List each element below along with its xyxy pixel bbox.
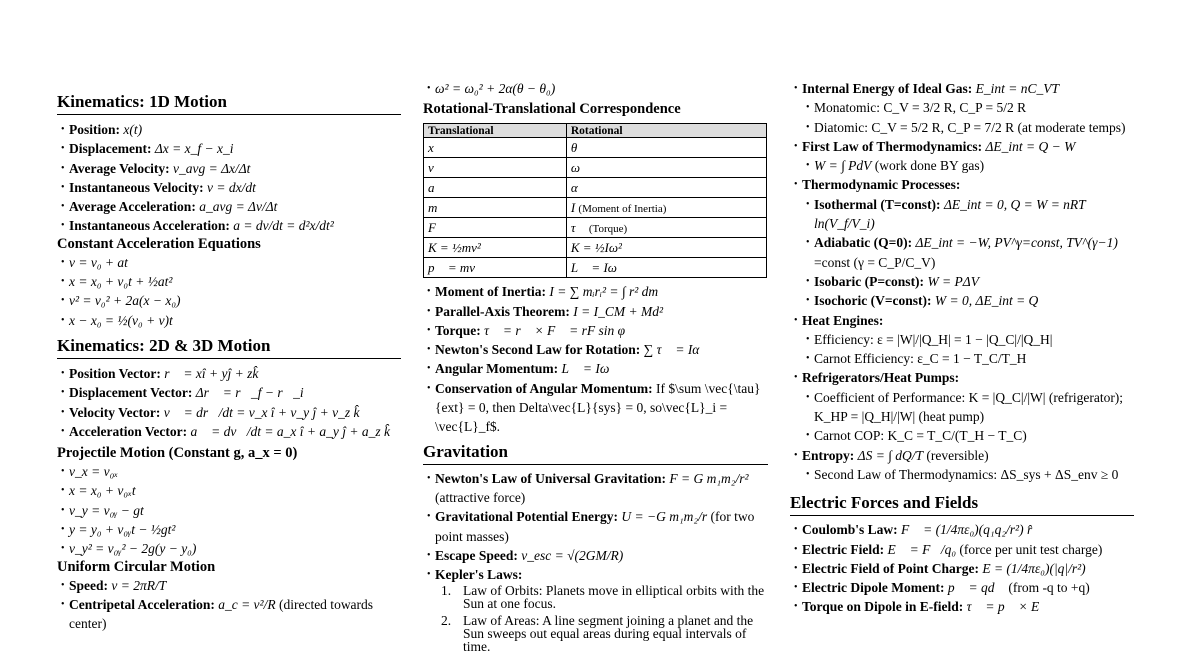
list-item xyxy=(57,481,401,500)
item-label: Thermodynamic Processes: xyxy=(802,177,961,193)
cell-note: (Torque) xyxy=(588,222,628,235)
item-label: Heat Engines: xyxy=(802,312,884,328)
item-note: Second Law of Thermodynamics: ΔS_sys + ΔS_env ≥ 0 xyxy=(814,466,1119,482)
item-label: Displacement Vector: xyxy=(69,385,193,401)
table-cell xyxy=(566,178,766,198)
equation: U = −G m₁m₂/r xyxy=(621,509,708,525)
item-label: Instantaneous Velocity: xyxy=(69,179,204,195)
list-item xyxy=(57,197,401,216)
equation: a = dv/dt = d²x/dt² xyxy=(233,218,334,234)
equation: ∑ τ⃗ = Iα⃗ xyxy=(643,342,710,358)
item-note: (work done BY gas) xyxy=(874,158,985,174)
table-cell xyxy=(424,218,567,238)
list-item xyxy=(423,565,768,584)
item-label: Average Velocity: xyxy=(69,160,170,176)
list-item xyxy=(423,321,768,340)
item-text: Law of Orbits: Planets move in elliptical orbits with the Sun at one focus. xyxy=(463,583,765,612)
cell-value: θ xyxy=(570,139,578,155)
item-number: 1. xyxy=(441,583,452,599)
list-item xyxy=(423,379,768,437)
equation: Δx = x_f − x_i xyxy=(154,141,234,157)
equation: v² = v₀² + 2a(x − x₀) xyxy=(69,293,181,309)
list-item xyxy=(423,469,768,508)
equation: W = ∫ PdV xyxy=(814,158,872,174)
cell-value: I xyxy=(570,199,576,215)
item-label: Torque: xyxy=(435,322,481,338)
list-item xyxy=(57,383,401,402)
equation: x(t) xyxy=(123,122,143,137)
table-cell xyxy=(424,258,567,278)
table-row xyxy=(424,158,767,178)
list-item xyxy=(423,340,768,359)
item-note: If $\sum \vec{\tau} {ext} = 0, then Delta\vec{L}{sys} = 0, so\vec{L}_i = \vec{L}_f$. xyxy=(435,380,761,435)
table-row xyxy=(424,138,767,158)
list-item xyxy=(790,426,1134,445)
item-note: Monatomic: C_V = 3/2 R, C_P = 5/2 R xyxy=(814,100,1027,116)
item-label: Electric Dipole Moment: xyxy=(802,580,945,596)
item-note: (reversible) xyxy=(926,447,989,463)
list-item xyxy=(423,302,768,321)
equation: L⃗ = Iω⃗ xyxy=(561,361,620,377)
list-item xyxy=(790,175,1134,194)
list-item xyxy=(790,195,1134,234)
equation: a⃗ = dv⃗/dt = a_x î + a_y ĵ + a_z k̂ xyxy=(190,423,390,439)
item-label: Parallel-Axis Theorem: xyxy=(435,303,570,319)
equation: v_y² = v₀ᵧ² − 2g(y − y₀) xyxy=(69,541,197,557)
item-label: Entropy: xyxy=(802,447,855,463)
list-item xyxy=(57,595,401,634)
equation: v_avg = Δx/Δt xyxy=(172,160,251,176)
item-label: Newton's Law of Universal Gravitation: xyxy=(435,470,666,486)
item-label: Centripetal Acceleration: xyxy=(69,596,215,612)
numbered-item xyxy=(423,614,768,653)
cell-value: x xyxy=(428,139,434,155)
list-item xyxy=(790,272,1134,291)
item-note: Efficiency: ε = |W|/|Q_H| = 1 − |Q_C|/|Q_H| xyxy=(814,331,1053,347)
section-title-projectile: Projectile Motion (Constant g, a_x = 0) xyxy=(57,445,298,462)
table-cell xyxy=(424,198,567,218)
list-item: • ω² = ω₀² + 2α(θ − θ₀) xyxy=(423,79,768,98)
table-body xyxy=(424,138,767,278)
item-text: Law of Areas: A line segment joining a planet and the Sun sweeps out equal areas during equal intervals of time. xyxy=(463,613,754,655)
table-row xyxy=(424,238,767,258)
equation: p⃗ = qd⃗ xyxy=(947,580,1005,596)
list-item xyxy=(57,159,401,178)
equation: v = dx/dt xyxy=(207,179,256,195)
kepler-laws-list xyxy=(423,584,768,653)
item-label: Isobaric (P=const): xyxy=(814,273,925,289)
gravitation-list xyxy=(423,469,768,585)
list-item xyxy=(57,364,401,383)
list-item xyxy=(790,79,1134,98)
equation: E_int = nC_VT xyxy=(975,81,1059,96)
item-label: Adiabatic (Q=0): xyxy=(814,235,913,251)
numbered-item xyxy=(423,584,768,610)
angular-kinematics-list xyxy=(423,79,768,98)
equation: τ⃗ = r⃗ × F⃗ = rF sin φ xyxy=(484,322,626,338)
table-row xyxy=(424,258,767,278)
equation: E⃗ = F⃗/q₀ xyxy=(887,541,957,557)
item-label: Coulomb's Law: xyxy=(802,522,898,538)
table-cell xyxy=(566,138,766,158)
item-label: Velocity Vector: xyxy=(69,404,161,420)
projectile-list xyxy=(57,462,401,558)
item-note: =const (γ = C_P/C_V) xyxy=(814,254,936,270)
item-label: Escape Speed: xyxy=(435,547,518,563)
equation: ΔE_int = −W, PV^γ=const, TV^(γ−1) xyxy=(915,235,1118,251)
item-label: Position Vector: xyxy=(69,365,161,381)
list-item xyxy=(57,539,401,558)
table-cell xyxy=(566,258,766,278)
item-note: (for two point masses) xyxy=(435,509,755,544)
item-label: Conservation of Angular Momentum: xyxy=(435,380,653,396)
item-label: Speed: xyxy=(69,577,109,593)
list-item xyxy=(790,559,1134,578)
item-label: Kepler's Laws: xyxy=(435,567,523,583)
equation: v = 2πR/T xyxy=(111,577,167,593)
list-item xyxy=(790,388,1134,427)
list-item xyxy=(57,462,401,481)
table-cell xyxy=(566,198,766,218)
item-note: Carnot Efficiency: ε_C = 1 − T_C/T_H xyxy=(814,351,1027,367)
equation: v_esc = √(2GM/R) xyxy=(521,547,624,563)
equation: x − x₀ = ½(v₀ + v)t xyxy=(69,312,173,328)
item-label: Internal Energy of Ideal Gas: xyxy=(802,81,973,96)
list-item xyxy=(790,118,1134,137)
item-label: First Law of Thermodynamics: xyxy=(802,138,983,154)
section-title-rotational-correspondence: Rotational-Translational Correspondence xyxy=(423,101,681,118)
list-item xyxy=(790,520,1134,539)
equation: F = G m₁m₂/r² xyxy=(669,470,749,486)
item-label: Refrigerators/Heat Pumps: xyxy=(802,370,960,386)
equation: W = PΔV xyxy=(927,273,979,289)
circular-motion-list xyxy=(57,576,401,634)
table-cell xyxy=(424,158,567,178)
list-item xyxy=(57,253,401,272)
item-label: Position: xyxy=(69,122,121,137)
table-header: Rotational xyxy=(566,124,766,138)
item-label: Isothermal (T=const): xyxy=(814,196,941,212)
table-row xyxy=(424,198,767,218)
cell-note: (Moment of Inertia) xyxy=(578,202,667,215)
equation: ΔE_int = Q − W xyxy=(985,138,1076,154)
item-note: (directed towards center) xyxy=(69,596,374,632)
equation: ΔE_int = 0, Q = W = nRT ln(V_f/V_i) xyxy=(814,196,1086,232)
item-label: Torque on Dipole in E-field: xyxy=(802,599,964,615)
list-item xyxy=(790,465,1134,484)
list-item xyxy=(57,520,401,539)
item-note: Coefficient of Performance: K = |Q_C|/|W| (refrigerator); K_HP = |Q_H|/|W| (heat pump) xyxy=(814,389,1124,425)
list-item xyxy=(790,233,1134,272)
list-item xyxy=(790,368,1134,387)
equation: x = x₀ + v₀ₓt xyxy=(69,483,136,499)
equation: W = 0, ΔE_int = Q xyxy=(934,293,1039,309)
equation: v = v₀ + at xyxy=(69,254,128,270)
list-item xyxy=(790,446,1134,465)
list-item xyxy=(790,291,1134,310)
cell-value: K = ½mv² xyxy=(428,239,481,255)
kinematics-2d-list xyxy=(57,364,401,441)
cell-value: L⃗ = Iω⃗ xyxy=(570,259,628,275)
constant-acceleration-list xyxy=(57,253,401,330)
table-cell xyxy=(424,178,567,198)
section-title-constant-acceleration: Constant Acceleration Equations xyxy=(57,235,261,252)
equation: a_avg = Δv/Δt xyxy=(199,199,278,215)
equation: I = ∑ mᵢrᵢ² = ∫ r² dm xyxy=(549,284,659,300)
cell-value: τ⃗ xyxy=(570,219,586,235)
section-title-kinematics-2d: Kinematics: 2D & 3D Motion xyxy=(57,336,401,359)
cell-value: F⃗ xyxy=(428,219,447,235)
item-note: (force per unit test charge) xyxy=(959,541,1103,557)
column-kinematics xyxy=(57,92,401,634)
list-item xyxy=(57,501,401,520)
cell-value: α xyxy=(570,179,578,195)
item-label: Displacement: xyxy=(69,141,152,157)
list-item xyxy=(57,178,401,197)
cell-value: a xyxy=(428,179,435,195)
item-note: Carnot COP: K_C = T_C/(T_H − T_C) xyxy=(814,428,1027,444)
list-item xyxy=(790,349,1134,368)
section-title-electric: Electric Forces and Fields xyxy=(790,493,1134,516)
table-row xyxy=(424,178,767,198)
item-label: Acceleration Vector: xyxy=(69,423,188,439)
electric-list xyxy=(790,520,1134,616)
column-thermo-electric xyxy=(790,79,1134,617)
table-cell xyxy=(566,158,766,178)
section-title-gravitation: Gravitation xyxy=(423,442,768,465)
equation: Δr⃗ = r⃗_f − r⃗_i xyxy=(195,385,304,401)
list-item xyxy=(790,311,1134,330)
list-item xyxy=(790,137,1134,156)
equation: a_c = v²/R xyxy=(218,596,276,612)
equation: x = x₀ + v₀t + ½at² xyxy=(69,274,173,290)
rotational-translational-table xyxy=(423,123,767,278)
list-item xyxy=(57,216,401,235)
item-label: Electric Field: xyxy=(802,541,885,557)
table-cell xyxy=(424,138,567,158)
list-item xyxy=(790,330,1134,349)
equation: F⃗ = (1/4πε₀)(q₁q₂/r²) r̂ xyxy=(901,522,1033,538)
equation: y = y₀ + v₀ᵧt − ½gt² xyxy=(69,522,176,538)
list-item xyxy=(57,403,401,422)
list-item xyxy=(57,576,401,595)
list-item xyxy=(57,291,401,310)
list-item xyxy=(790,578,1134,597)
item-label: Newton's Second Law for Rotation: xyxy=(435,342,641,358)
item-label: Electric Field of Point Charge: xyxy=(802,560,979,576)
table-row xyxy=(424,218,767,238)
item-label: Moment of Inertia: xyxy=(435,284,546,300)
item-note: Diatomic: C_V = 5/2 R, C_P = 7/2 R (at moderate temps) xyxy=(814,119,1126,135)
cell-value: ω xyxy=(570,159,581,175)
list-item xyxy=(57,272,401,291)
list-item xyxy=(423,282,768,301)
kinematics-1d-list xyxy=(57,120,401,236)
item-number: 2. xyxy=(441,613,452,629)
item-label: Average Acceleration: xyxy=(69,199,196,215)
cell-value: K = ½Iω² xyxy=(570,239,622,255)
item-label: Angular Momentum: xyxy=(435,361,559,377)
equation: ΔS = ∫ dQ/T xyxy=(857,447,924,463)
equation: τ⃗ = p⃗ × E⃗ xyxy=(966,599,1050,615)
list-item xyxy=(790,540,1134,559)
cell-value: v xyxy=(428,159,434,175)
table-header: Translational xyxy=(424,124,567,138)
equation: E = (1/4πε₀)(|q|/r²) xyxy=(982,560,1086,576)
rotation-list xyxy=(423,282,768,436)
cell-value: m xyxy=(428,199,438,215)
equation: v⃗ = dr⃗/dt = v_x î + v_y ĵ + v_z k̂ xyxy=(163,404,360,420)
list-item xyxy=(790,98,1134,117)
list-item xyxy=(790,156,1134,175)
list-item xyxy=(57,311,401,330)
thermodynamics-list xyxy=(790,79,1134,484)
table-cell xyxy=(566,238,766,258)
item-label: Isochoric (V=const): xyxy=(814,293,932,309)
list-item xyxy=(423,507,768,546)
list-item xyxy=(57,120,401,139)
column-rotation-gravitation xyxy=(423,79,768,657)
section-title-kinematics-1d: Kinematics: 1D Motion xyxy=(57,92,401,115)
cell-value: p⃗ = mv⃗ xyxy=(428,259,486,275)
equation: r⃗ = xî + yĵ + zk̂ xyxy=(164,365,259,381)
item-note: (attractive force) xyxy=(435,489,526,505)
list-item xyxy=(57,139,401,158)
equation: v_y = v₀ᵧ − gt xyxy=(69,502,144,518)
item-label: Instantaneous Acceleration: xyxy=(69,218,230,234)
list-item xyxy=(423,546,768,565)
equation: I = I_CM + Md² xyxy=(573,303,663,319)
list-item xyxy=(790,597,1134,616)
item-note: (from -q to +q) xyxy=(1008,580,1090,596)
table-cell xyxy=(424,238,567,258)
item-label: Gravitational Potential Energy: xyxy=(435,509,618,525)
section-title-circular-motion: Uniform Circular Motion xyxy=(57,558,216,575)
list-item xyxy=(423,359,768,378)
table-cell xyxy=(566,218,766,238)
list-item xyxy=(57,422,401,441)
equation: v_x = v₀ₓ xyxy=(69,464,119,480)
